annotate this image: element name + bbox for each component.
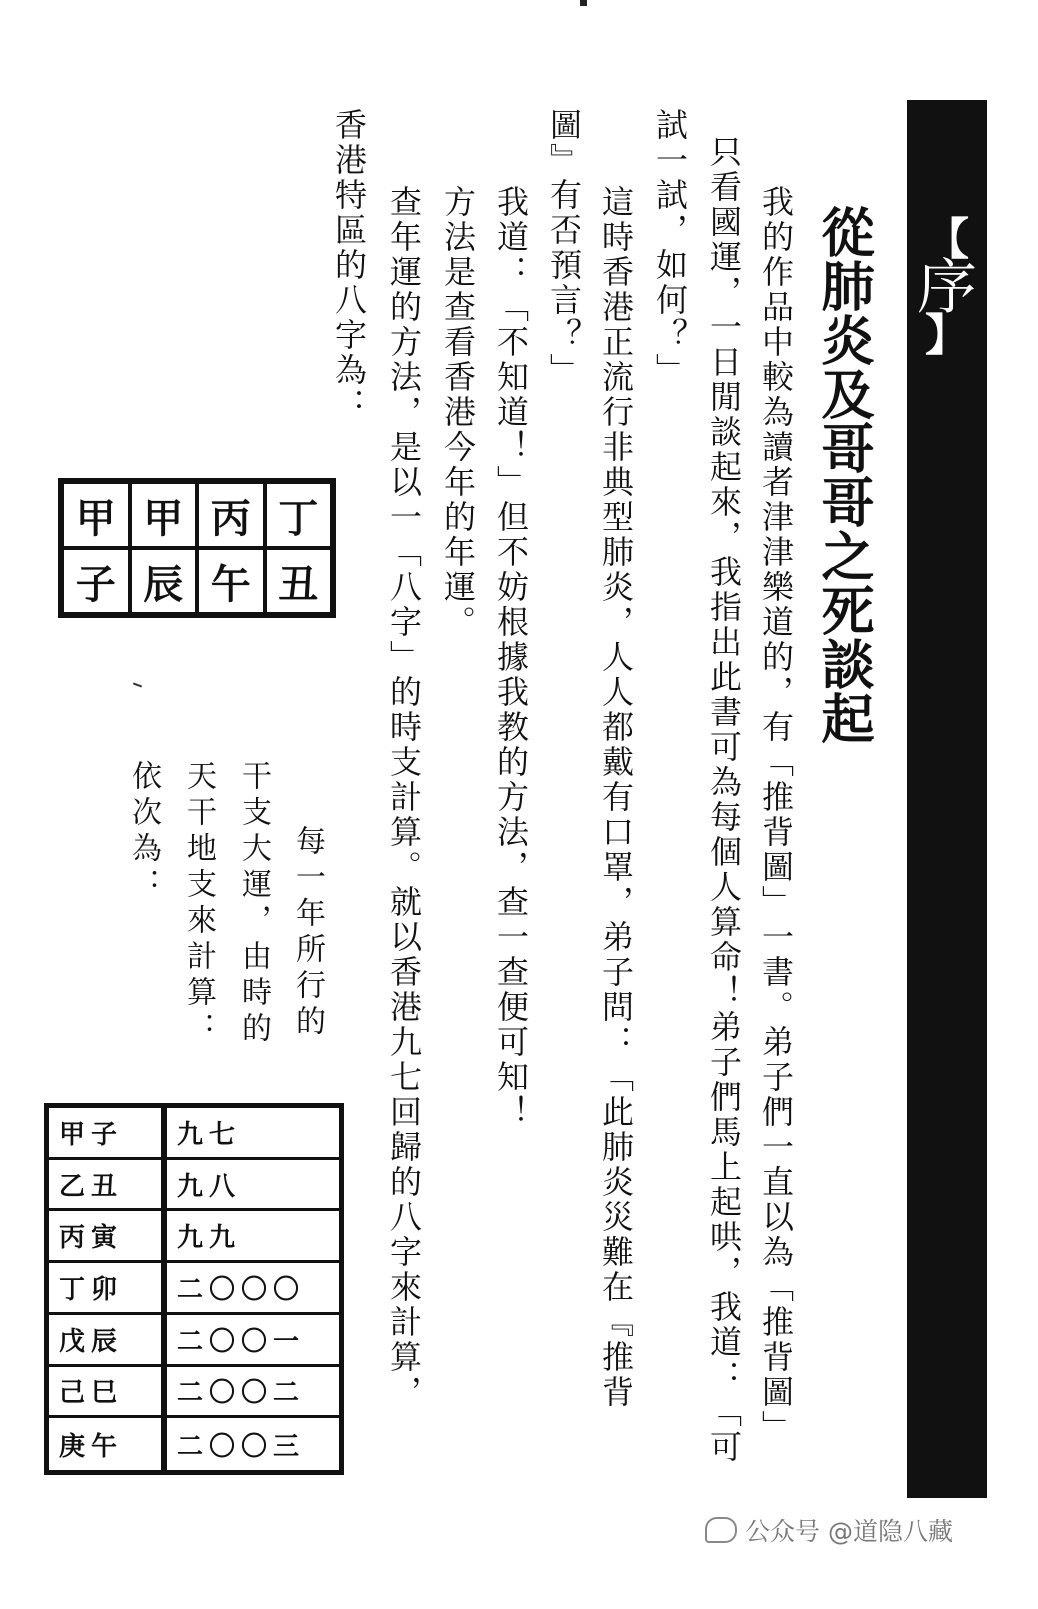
chat-bubble-icon <box>705 1517 737 1543</box>
year-ganzhi-table <box>44 1103 344 1475</box>
body-column-1: 我的作品中較為讀者津津樂道的，有「推背圖」一書。弟子們一直以為「推背圖」 <box>757 185 795 1445</box>
year-value: 二〇〇一 <box>167 1315 339 1367</box>
bracket-open: 【 <box>925 214 969 266</box>
body-column-3: 試一試，如何？」 <box>651 108 689 388</box>
note-column-4: 依次為： <box>126 760 161 904</box>
body-column-7: 方法是查看香港今年的年運。 <box>439 185 477 640</box>
pillar-stem: 丁 <box>265 482 333 548</box>
banner-label <box>915 205 979 370</box>
body-column-9: 香港特區的八字為： <box>330 108 368 423</box>
body-column-6: 我道：「不知道！」但不妨根據我教的方法，查一查便可知！ <box>492 185 530 1130</box>
chapter-title: 從肺炎及哥哥之死談起 <box>813 205 875 745</box>
year-ganzhi: 庚午 <box>49 1418 167 1470</box>
body-column-5: 圖』有否預言？」 <box>545 108 583 388</box>
year-ganzhi: 甲子 <box>49 1108 167 1160</box>
stray-mark <box>133 683 142 688</box>
body-column-8: 查年運的方法，是以一「八字」的時支計算。就以香港九七回歸的八字來計算， <box>385 185 423 1410</box>
year-ganzhi: 己巳 <box>49 1367 167 1419</box>
bracket-close: 】 <box>925 309 969 361</box>
year-value: 二〇〇二 <box>167 1367 339 1419</box>
year-ganzhi: 戊辰 <box>49 1315 167 1367</box>
note-column-2: 干支大運，由時的 <box>236 760 271 1048</box>
pillar-stem: 丙 <box>197 482 265 548</box>
year-ganzhi: 丁卯 <box>49 1263 167 1315</box>
pillar-branch: 丑 <box>265 548 333 614</box>
pillar-stem: 甲 <box>62 482 130 548</box>
pillar-branch: 辰 <box>130 548 198 614</box>
year-value: 二〇〇〇 <box>167 1263 339 1315</box>
year-value: 九七 <box>167 1108 339 1160</box>
pillar-stem: 甲 <box>130 482 198 548</box>
body-column-4: 這時香港正流行非典型肺炎，人人都戴有口罩，弟子問：「此肺炎災難在『推背 <box>597 185 635 1410</box>
bazi-pillars-table <box>58 478 336 618</box>
note-column-1: 每一年所行的 <box>290 825 325 1041</box>
pillar-branch: 子 <box>62 548 130 614</box>
year-ganzhi: 丙寅 <box>49 1211 167 1263</box>
body-column-2: 只看國運，一日閒談起來，我指出此書可為每個人算命！弟子們馬上起哄，我道：「可 <box>705 135 743 1465</box>
year-value: 九八 <box>167 1160 339 1212</box>
note-column-3: 天干地支來計算： <box>181 760 216 1048</box>
pillar-branch: 午 <box>197 548 265 614</box>
top-mark <box>580 0 587 6</box>
year-value: 九九 <box>167 1211 339 1263</box>
watermark <box>705 1512 953 1548</box>
year-value: 二〇〇三 <box>177 1431 306 1462</box>
banner-text: 序 <box>917 252 977 323</box>
watermark-text: 公众号 @道隐八藏 <box>745 1517 953 1546</box>
year-ganzhi: 乙丑 <box>49 1160 167 1212</box>
